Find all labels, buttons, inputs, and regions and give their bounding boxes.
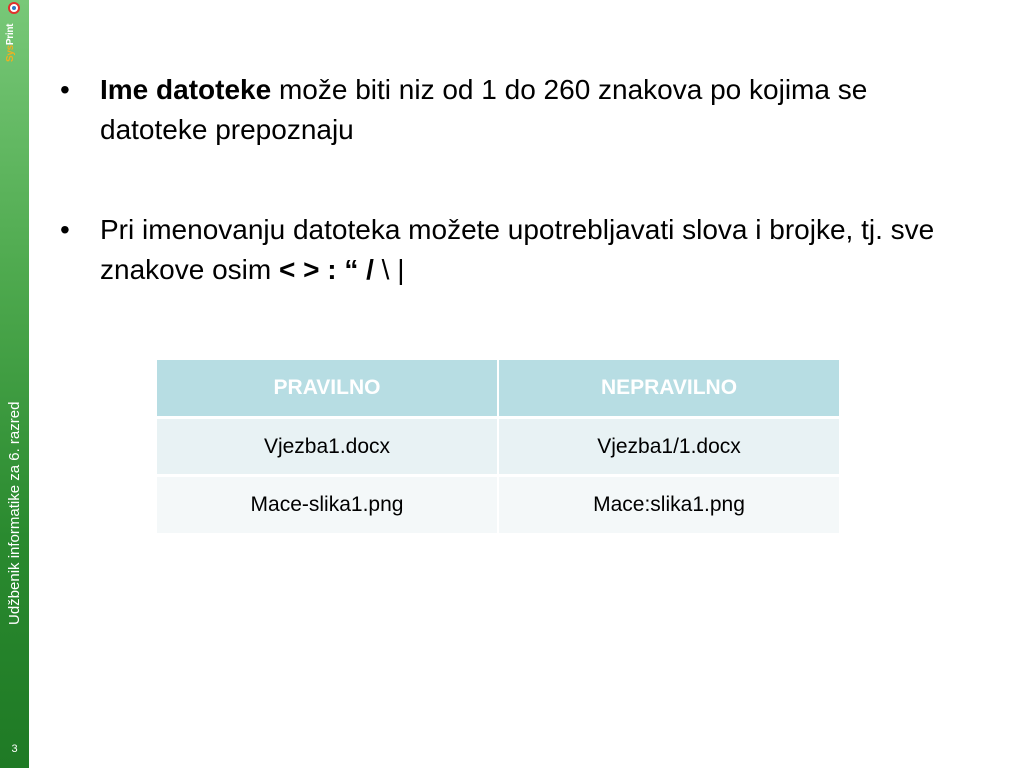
header-valid: PRAVILNO <box>157 360 498 418</box>
bullet-item <box>60 70 940 150</box>
logo-emblem-icon <box>8 2 20 14</box>
sidebar <box>0 0 29 768</box>
publisher-logo <box>1 2 27 64</box>
bullet-marker: • <box>60 214 70 245</box>
table-cell: Mace-slika1.png <box>157 476 498 534</box>
table-cell: Vjezba1/1.docx <box>498 418 839 476</box>
table-cell: Vjezba1.docx <box>157 418 498 476</box>
bullet-item <box>60 210 940 290</box>
table-row <box>157 418 839 476</box>
logo-text: SysPrint <box>5 23 16 62</box>
header-invalid: NEPRAVILNO <box>498 360 839 418</box>
bullet-text: Ime datoteke može biti niz od 1 do 260 znakova po kojima se datoteke prepoznaju <box>100 74 868 145</box>
slide-number: 3 <box>11 743 18 755</box>
table-cell: Mace:slika1.png <box>498 476 839 534</box>
table-header-row <box>157 360 839 418</box>
table-row <box>157 476 839 534</box>
bullet-text: Pri imenovanju datoteka možete upotrebljavati slova i brojke, tj. sve znakove osim < > : “ / \ | <box>100 214 935 285</box>
filename-table <box>157 360 839 533</box>
bullet-marker: • <box>60 74 70 105</box>
book-title: Udžbenik informatike za 6. razred <box>6 401 23 625</box>
